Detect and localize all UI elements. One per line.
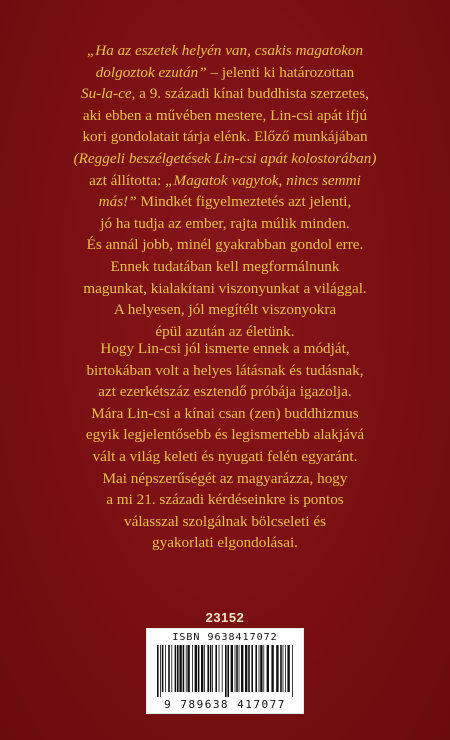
blurb-line xyxy=(28,148,422,170)
barcode-bar xyxy=(192,645,193,692)
barcode-bar xyxy=(285,645,286,692)
isbn-barcode xyxy=(146,628,304,714)
barcode-bar xyxy=(227,645,229,697)
blurb-line: Mai népszerűségét az magyarázza, hogy xyxy=(102,469,348,487)
barcode-bar xyxy=(259,645,260,692)
blurb-text-run: Mindkét figyelmeztetés azt jelenti, xyxy=(136,193,352,211)
blurb-line xyxy=(28,191,422,213)
barcode-bar xyxy=(236,645,238,692)
barcode-bar xyxy=(219,645,220,692)
barcode-bar xyxy=(187,645,189,692)
blurb-text-run: – jelenti ki határozottan xyxy=(206,63,355,81)
blurb-line: Mára Lin-csi a kínai csan (zen) buddhizmus xyxy=(91,404,359,422)
barcode-bar xyxy=(201,645,203,692)
blurb-line xyxy=(28,256,422,278)
barcode-bar xyxy=(260,645,262,692)
blurb-line: gyakorlati elgondolásai. xyxy=(152,534,298,552)
barcode-bar xyxy=(235,645,236,692)
barcode-bars xyxy=(155,645,297,697)
barcode-bar xyxy=(168,645,170,692)
blurb-text-run: épül azután az életünk. xyxy=(155,322,295,340)
barcode-bar xyxy=(271,645,273,692)
blurb-line xyxy=(28,126,422,148)
stock-number: 23152 xyxy=(205,610,245,625)
blurb-text-run: , a 9. századi kínai buddhista szerzetes, xyxy=(131,85,370,103)
blurb-line xyxy=(28,170,422,192)
blurb-line: vált a világ keleti és nyugati felén egyaránt. xyxy=(92,447,358,465)
barcode-bar xyxy=(267,645,269,692)
blurb-text-run: „Ha az eszetek helyén van, csakis magatokon xyxy=(86,42,364,59)
blurb-line xyxy=(28,234,422,256)
barcode-bar xyxy=(248,645,250,692)
blurb-paragraph-1 xyxy=(28,40,422,342)
barcode-bar xyxy=(287,645,289,692)
blurb-text-run: kori gondolatait tárja elénk. Előző munkájában xyxy=(82,128,368,146)
barcode-bar xyxy=(160,645,161,697)
blurb-text-run: És annál jobb, minél gyakrabban gondol erre. xyxy=(86,236,364,254)
barcode-bar xyxy=(212,645,213,692)
barcode-bar xyxy=(210,645,212,692)
barcode-bar xyxy=(255,645,257,692)
barcode-bar xyxy=(195,645,197,692)
blurb-line xyxy=(28,40,422,62)
barcode-bar xyxy=(207,645,209,692)
blurb-text-run: „Magatok vagytok, nincs semmi xyxy=(165,171,361,189)
blurb-line xyxy=(28,105,422,127)
blurb-line: a mi 21. századi kérdéseinkre is pontos xyxy=(106,491,344,509)
barcode-bar xyxy=(215,645,217,692)
barcode-bar xyxy=(276,645,278,692)
barcode-bar xyxy=(292,645,293,697)
blurb-text-run: más!” xyxy=(98,193,137,211)
barcode-bar xyxy=(162,645,164,692)
barcode-bar xyxy=(157,645,159,697)
blurb-text-run: Su-la-ce xyxy=(80,85,132,103)
blurb-text-run: magunkat, kialakítani viszonyunkat a világgal. xyxy=(83,279,367,297)
blurb-line: egyik legjelentősebb és legismertebb alakjává xyxy=(85,426,365,444)
blurb-line xyxy=(28,299,422,321)
barcode-bar xyxy=(241,645,243,692)
barcode-bar xyxy=(204,645,205,692)
blurb-line xyxy=(28,213,422,235)
blurb-text-run: jó ha tudja az ember, rajta múlik minden. xyxy=(100,214,350,232)
blurb-line: válasszal szolgálnak bölcseleti és xyxy=(123,512,326,530)
barcode-bar xyxy=(225,645,227,697)
barcode-bar xyxy=(251,645,253,692)
blurb-text-run: azt állította: xyxy=(89,171,166,189)
barcode-bar xyxy=(245,645,247,692)
blurb-text-run: dolgoztok ezután” xyxy=(95,63,207,81)
barcode-bar xyxy=(263,645,264,692)
blurb-line xyxy=(28,62,422,84)
blurb-text-run: A helyesen, jól megítélt viszonyokra xyxy=(113,301,337,319)
blurb-line xyxy=(28,278,422,300)
barcode-bar xyxy=(231,645,233,692)
barcode-bar xyxy=(222,645,223,692)
barcode-bar xyxy=(186,645,187,692)
blurb-paragraph-2 xyxy=(28,338,422,554)
blurb-line xyxy=(28,83,422,105)
ean-digits: 9 789638 417077 xyxy=(164,698,286,711)
barcode-bar xyxy=(283,645,284,692)
blurb-text-run: (Reggeli beszélgetések Lin-csi apát kolostorában) xyxy=(73,149,377,167)
barcode-bar xyxy=(171,645,172,692)
blurb-line: birtokában volt a helyes látásnak és tudásnak, xyxy=(86,361,364,379)
isbn-label: ISBN 9638417072 xyxy=(172,632,278,643)
barcode-bar xyxy=(280,645,282,692)
barcode-bar xyxy=(179,645,181,692)
barcode-bar xyxy=(165,645,166,692)
barcode-bar xyxy=(177,645,179,692)
blurb-text-run: Ennek tudatában kell megformálnunk xyxy=(110,257,340,275)
blurb-text-run: aki ebben a művében mestere, Lin-csi apát ifjú xyxy=(82,106,368,124)
barcode-bar xyxy=(175,645,177,692)
barcode-bar xyxy=(239,645,240,692)
blurb-line: azt ezerkétszáz esztendő próbája igazolja. xyxy=(98,383,352,401)
barcode-bar xyxy=(198,645,200,692)
barcode-bar xyxy=(183,645,185,692)
blurb-line: Hogy Lin-csi jól ismerte ennek a módját, xyxy=(100,340,350,357)
